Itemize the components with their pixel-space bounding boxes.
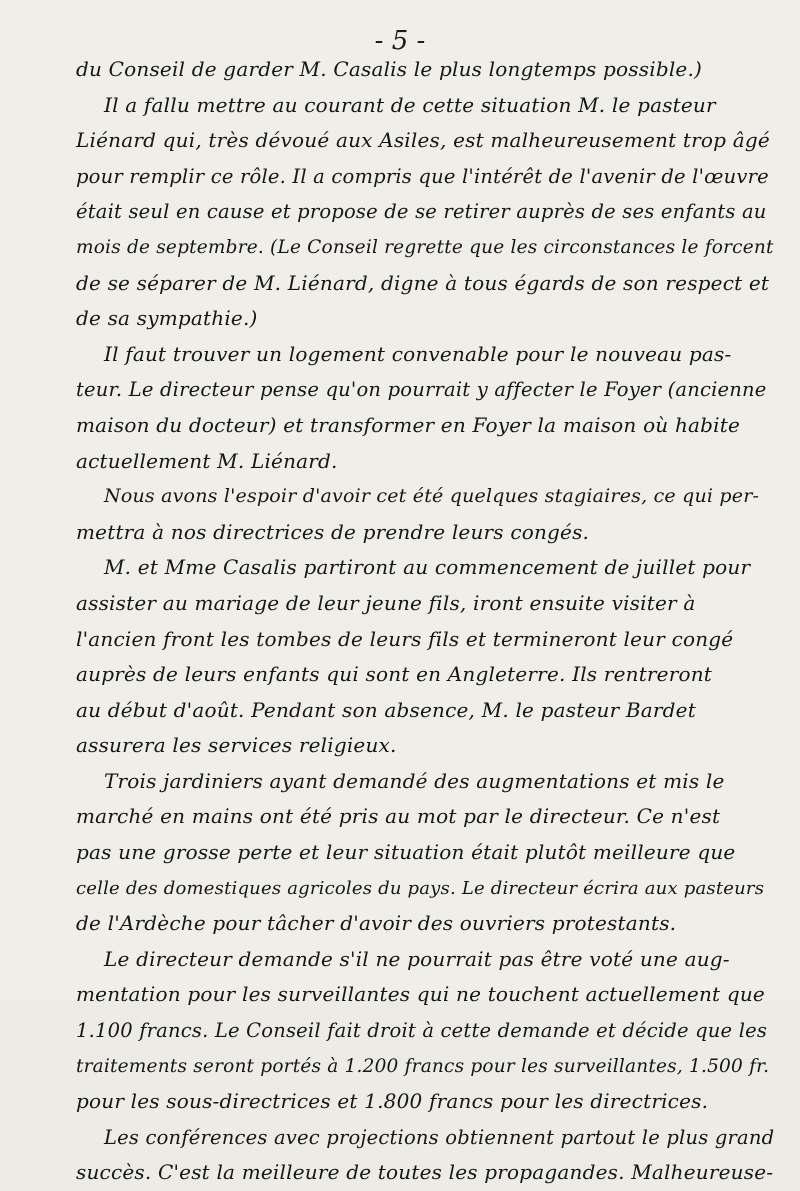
text-line: M. et Mme Casalis partiront au commencement de juillet pour [104,555,751,580]
text-line: Il a fallu mettre au courant de cette situation M. le pasteur [104,92,716,117]
text-line: marché en mains ont été pris au mot par le directeur. Ce n'est [76,804,721,829]
text-line: était seul en cause et propose de se retirer auprès de ses enfants au [76,200,767,224]
text-line: de sa sympathie.) [76,306,258,331]
page-number: - 5 - [374,26,426,56]
handwritten-text-body [76,52,776,1191]
text-line: Le directeur demande s'il ne pourrait pas être voté une aug- [104,946,730,971]
text-line: mentation pour les surveillantes qui ne touchent actuellement que [76,982,765,1007]
text-line: Les conférences avec projections obtiennent partout le plus grand [104,1125,775,1149]
text-line: de l'Ardèche pour tâcher d'avoir des ouvriers protestants. [76,911,677,936]
text-line: traitements seront portés à 1.200 francs pour les surveillantes, 1.500 fr. [76,1055,770,1077]
text-line: pour les sous-directrices et 1.800 francs pour les directrices. [76,1089,709,1114]
text-line: assurera les services religieux. [76,733,397,758]
text-line: succès. C'est la meilleure de toutes les propagandes. Malheureuse- [76,1160,774,1185]
text-line: pas une grosse perte et leur situation était plutôt meilleure que [76,840,736,865]
text-line: Trois jardiniers ayant demandé des augmentations et mis le [104,768,725,793]
text-line: assister au mariage de leur jeune fils, iront ensuite visiter à [76,590,696,615]
text-line: de se séparer de M. Liénard, digne à tous égards de son respect et [76,270,770,295]
text-line: au début d'août. Pendant son absence, M. le pasteur Bardet [76,697,696,722]
text-line: maison du docteur) et transformer en Foyer la maison où habite [76,412,741,437]
text-line: Il faut trouver un logement convenable pour le nouveau pas- [104,341,732,366]
text-line: Liénard qui, très dévoué aux Asiles, est malheureusement trop âgé [76,128,770,153]
text-line: celle des domestiques agricoles du pays. Le directeur écrira aux pasteurs [76,877,765,899]
text-line: mettra à nos directrices de prendre leurs congés. [76,519,590,544]
text-line: actuellement M. Liénard. [76,448,338,473]
text-line: Nous avons l'espoir d'avoir cet été quelques stagiaires, ce qui per- [104,485,760,508]
text-line: 1.100 francs. Le Conseil fait droit à cette demande et décide que les [76,1019,768,1043]
text-line: pour remplir ce rôle. Il a compris que l'intérêt de l'avenir de l'œuvre [76,164,769,188]
text-line: teur. Le directeur pense qu'on pourrait y affecter le Foyer (ancienne [76,378,767,402]
text-line: l'ancien front les tombes de leurs fils et termineront leur congé [76,626,734,651]
text-line: du Conseil de garder M. Casalis le plus longtemps possible.) [76,57,703,81]
text-line: mois de septembre. (Le Conseil regrette que les circonstances le forcent [76,236,774,258]
text-line: auprès de leurs enfants qui sont en Angleterre. Ils rentreront [76,662,713,687]
